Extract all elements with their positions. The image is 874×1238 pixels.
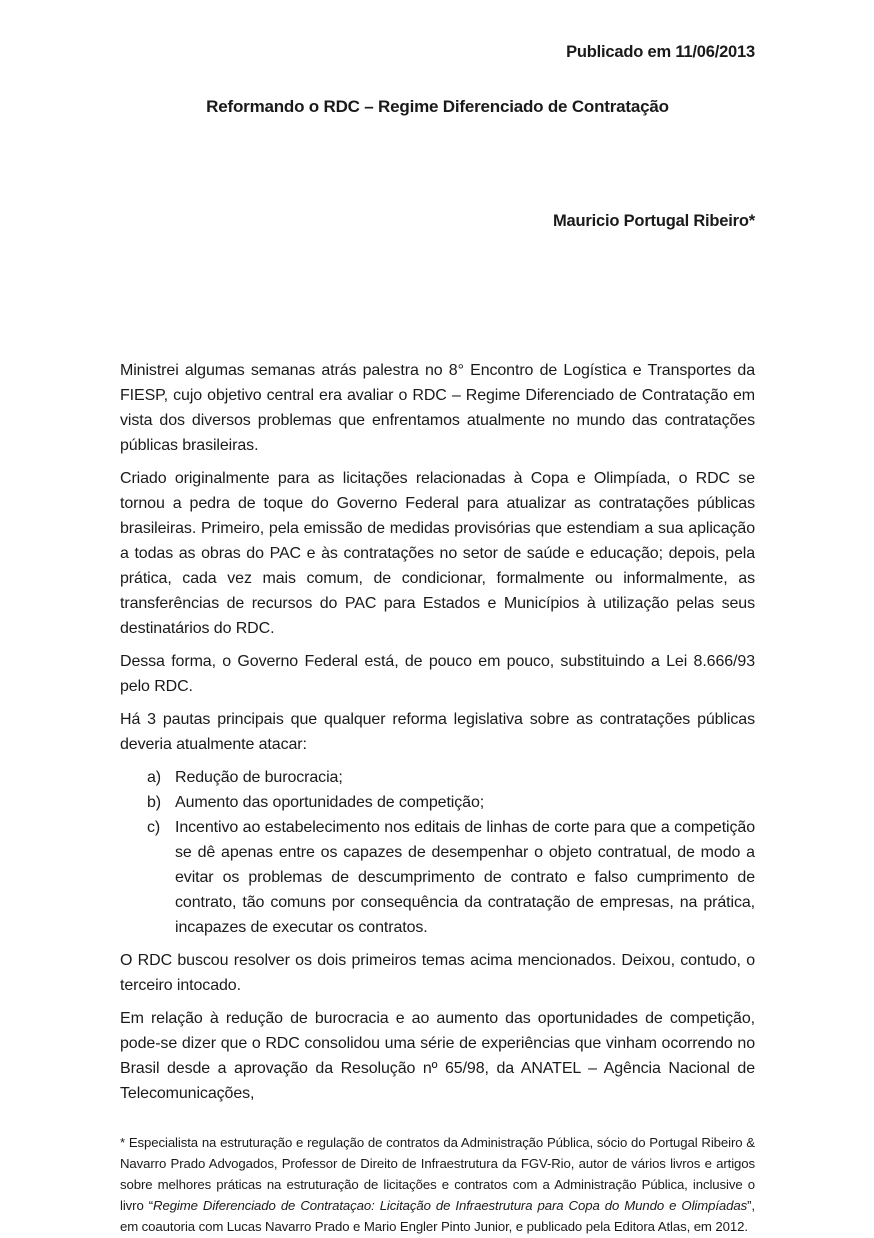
footnote-text-end: ”, em coautoria com Lucas Navarro Prado e Mario Engler Pinto Junior, e publicado pela Editora Atlas, em 2012. <box>120 1198 755 1234</box>
footnote <box>120 1132 755 1237</box>
list-item-marker: c) <box>147 819 161 836</box>
list-item-text: Redução de burocracia; <box>175 769 343 786</box>
list-item-marker: a) <box>147 769 162 786</box>
document-body <box>120 358 755 1106</box>
list-item-text: Incentivo ao estabelecimento nos editais de linhas de corte para que a competição se dê apenas entre os capazes de desempenhar o objeto contratual, de modo a evitar os problemas de descumprimento de contrato e falso cumprimento de contrato, tão comuns por consequência da contratação de empresas, na prática, incapazes de executar os contratos. <box>175 819 755 936</box>
author-byline: Mauricio Portugal Ribeiro* <box>553 212 755 230</box>
paragraph-reducao-burocracia: Em relação à redução de burocracia e ao aumento das oportunidades de competição, pode-se dizer que o RDC consolidou uma série de experiências que vinham ocorrendo no Brasil desde a aprovação da Resolução nº 65/98, da ANATEL – Agência Nacional de Telecomunicações, <box>120 1010 755 1102</box>
list-item-marker: b) <box>147 794 162 811</box>
footnote-text-start: * Especialista na estruturação e regulação de contratos da Administração Pública, sócio do Portugal Ribeiro & Navarro Prado Advogados, Professor de Direito de Infraestrutura da FGV-Rio, autor de vários livros e artigos sobre melhores práticas na estruturação de licitações e contratos com a Administração Pública, inclusive o livro “ <box>120 1135 755 1213</box>
list-item <box>147 790 755 815</box>
paragraph-rdc-origin: Criado originalmente para as licitações relacionadas à Copa e Olimpíada, o RDC se tornou a pedra de toque do Governo Federal para atualizar as contratações públicas brasileiras. Primeiro, pela emissão de medidas provisórias que estendiam a sua aplicação a todas as obras do PAC e às contratações no setor de saúde e educação; depois, pela prática, cada vez mais comum, de condicionar, formalmente ou informalmente, as transferências de recursos do PAC para Estados e Municípios à utilização pelas seus destinatários do RDC. <box>120 470 755 637</box>
list-item-text: Aumento das oportunidades de competição; <box>175 794 485 811</box>
paragraph-lei-8666: Dessa forma, o Governo Federal está, de pouco em pouco, substituindo a Lei 8.666/93 pelo RDC. <box>120 653 755 695</box>
published-date: Publicado em 11/06/2013 <box>566 43 755 61</box>
paragraph-intro: Ministrei algumas semanas atrás palestra no 8° Encontro de Logística e Transportes da FIESP, cujo objetivo central era avaliar o RDC – Regime Diferenciado de Contratação em vista dos diversos problemas que enfrentamos atualmente no mundo das contratações públicas brasileiras. <box>120 362 755 454</box>
paragraph-pautas: Há 3 pautas principais que qualquer reforma legislativa sobre as contratações públicas deveria atualmente atacar: <box>120 711 755 753</box>
list-item <box>147 815 755 940</box>
list-item <box>147 765 755 790</box>
footnote-book-title: Regime Diferenciado de Contrataçao: Licitação de Infraestrutura para Copa do Mundo e Olimpíadas <box>153 1198 748 1213</box>
document-title: Reformando o RDC – Regime Diferenciado de Contratação <box>206 97 669 116</box>
pautas-list <box>120 765 755 940</box>
paragraph-rdc-temas: O RDC buscou resolver os dois primeiros temas acima mencionados. Deixou, contudo, o terceiro intocado. <box>120 952 755 994</box>
